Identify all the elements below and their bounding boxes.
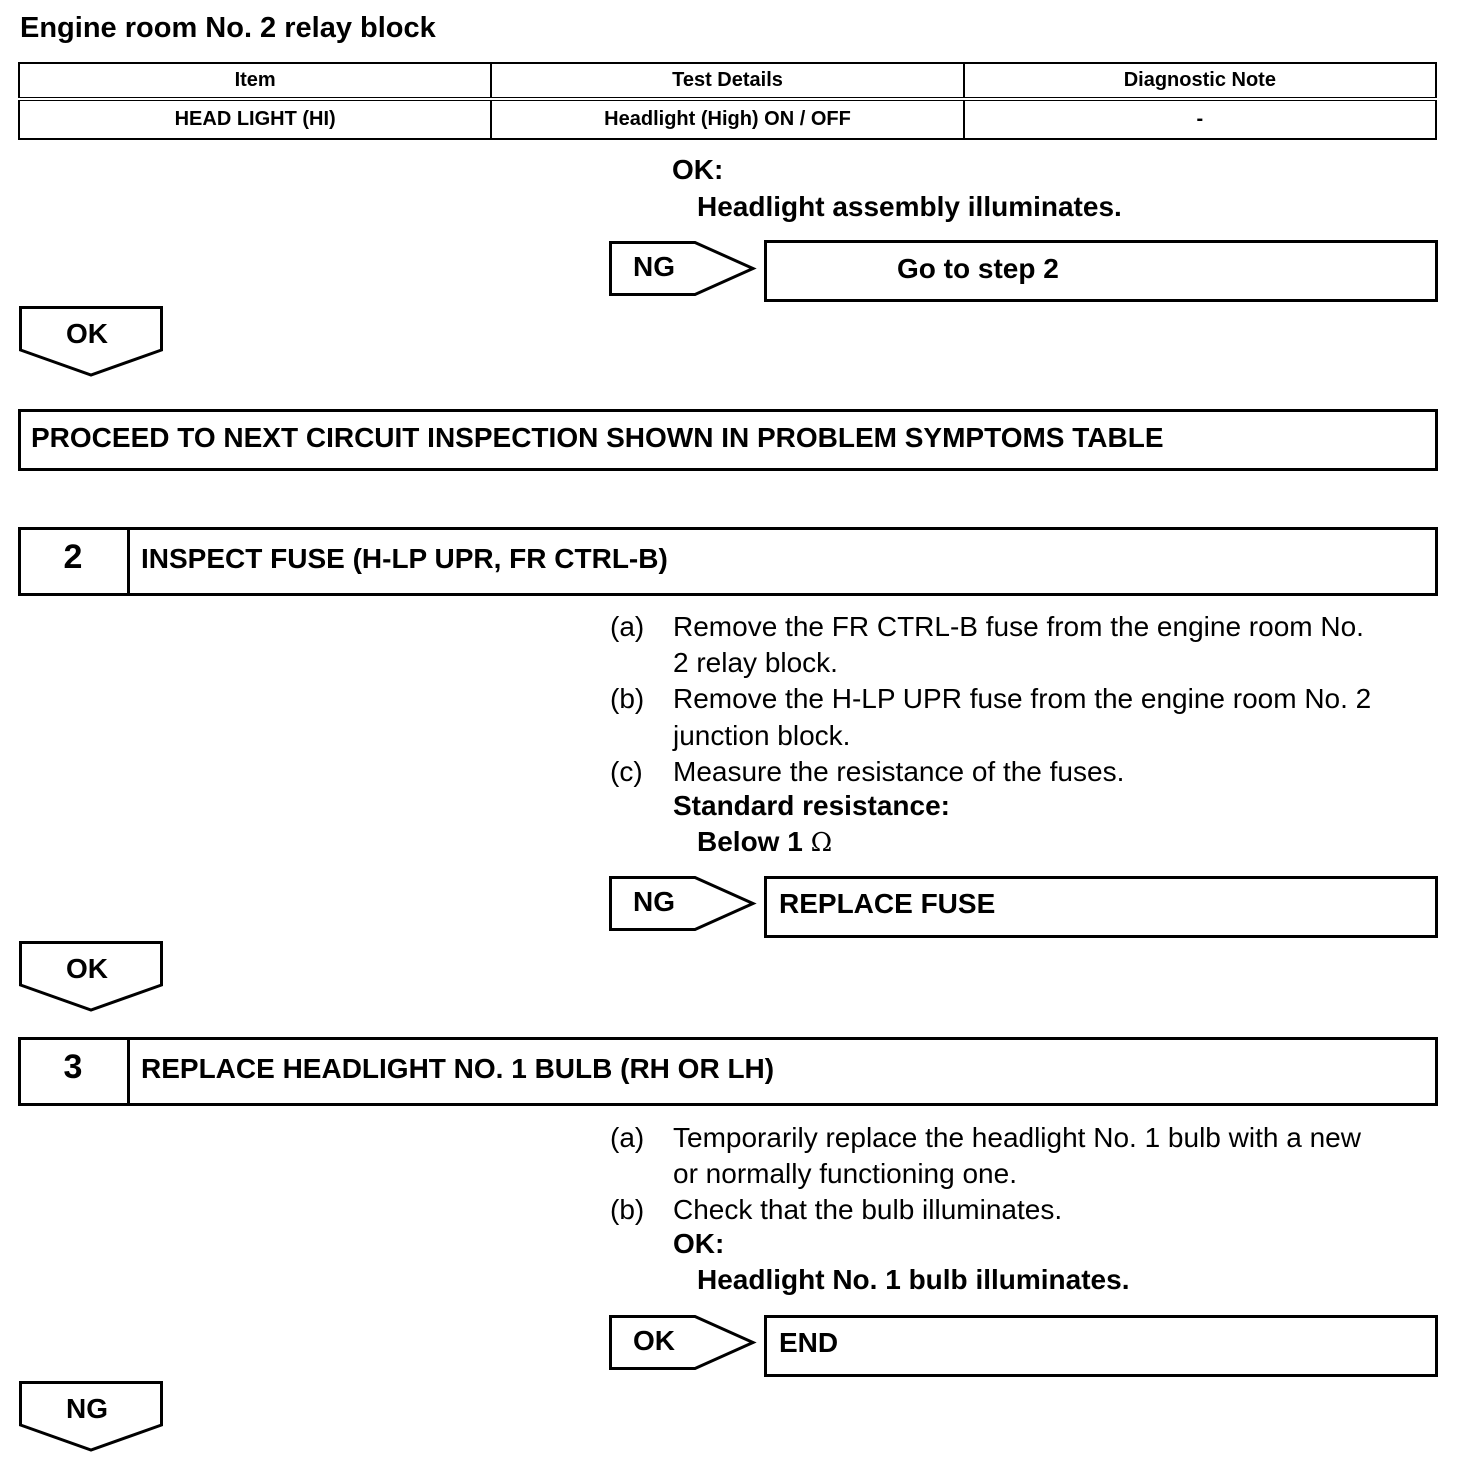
ng-arrow-shape (609, 876, 759, 932)
item-label: (a) (610, 1122, 645, 1153)
step-2-title: INSPECT FUSE (H-LP UPR, FR CTRL-B) (141, 543, 668, 574)
item-text-line1: Remove the H-LP UPR fuse from the engine room No. 2 (673, 683, 1372, 714)
ok-criteria-text: Headlight assembly illuminates. (697, 191, 1122, 222)
header-diagnostic-note: Diagnostic Note (964, 63, 1436, 99)
ok-criteria-label: OK: (673, 1228, 725, 1259)
ng-action-text: Go to step 2 (897, 253, 1059, 284)
ng-action-text: REPLACE FUSE (779, 888, 996, 919)
item-label: (a) (610, 611, 645, 642)
test-table (18, 62, 1437, 140)
cell-item: HEAD LIGHT (HI) (19, 99, 491, 139)
header-item: Item (19, 63, 491, 99)
ok-arrow-label: OK (633, 1325, 675, 1356)
item-label: (b) (610, 1194, 645, 1225)
resistance-value: Below 1 (697, 826, 803, 857)
step-2-number: 2 (63, 538, 83, 576)
item-text-line2: junction block. (673, 720, 851, 751)
item-text-line1: Temporarily replace the headlight No. 1 bulb with a new (673, 1122, 1361, 1153)
ng-arrow-shape (609, 241, 759, 297)
item-text-line2: or normally functioning one. (673, 1158, 1017, 1189)
standard-resistance-value (697, 826, 832, 858)
cell-test-details: Headlight (High) ON / OFF (491, 99, 963, 139)
ok-action-text: END (779, 1327, 839, 1358)
item-label: (b) (610, 683, 645, 714)
item-text-line1: Check that the bulb illuminates. (673, 1194, 1063, 1225)
ok-action-box (764, 1315, 1438, 1377)
ng-down-arrow-label: NG (66, 1393, 108, 1424)
ok-criteria-text: Headlight No. 1 bulb illuminates. (697, 1264, 1130, 1295)
ok-arrow-shape (609, 1315, 759, 1371)
page-title: Engine room No. 2 relay block (20, 12, 436, 44)
proceed-text: PROCEED TO NEXT CIRCUIT INSPECTION SHOWN IN PROBLEM SYMPTOMS TABLE (31, 422, 1164, 453)
ng-arrow-label: NG (633, 251, 675, 282)
table-row (19, 99, 1436, 139)
item-text-line1: Measure the resistance of the fuses. (673, 756, 1125, 787)
item-text-line2: 2 relay block. (673, 647, 838, 678)
step-3-number: 3 (63, 1048, 83, 1086)
ng-action-box (764, 240, 1438, 302)
cell-diagnostic-note: - (964, 99, 1436, 139)
ok-down-arrow-label: OK (66, 953, 108, 984)
ok-down-arrow-label: OK (66, 318, 108, 349)
ng-arrow-label: NG (633, 886, 675, 917)
ok-criteria-label: OK: (672, 154, 724, 185)
ohm-unit: Ω (810, 828, 833, 858)
header-test-details: Test Details (491, 63, 963, 99)
item-text-line1: Remove the FR CTRL-B fuse from the engine room No. (673, 611, 1364, 642)
step-3-title: REPLACE HEADLIGHT NO. 1 BULB (RH OR LH) (141, 1053, 775, 1084)
item-label: (c) (610, 756, 643, 787)
standard-resistance-label: Standard resistance: (673, 790, 950, 821)
